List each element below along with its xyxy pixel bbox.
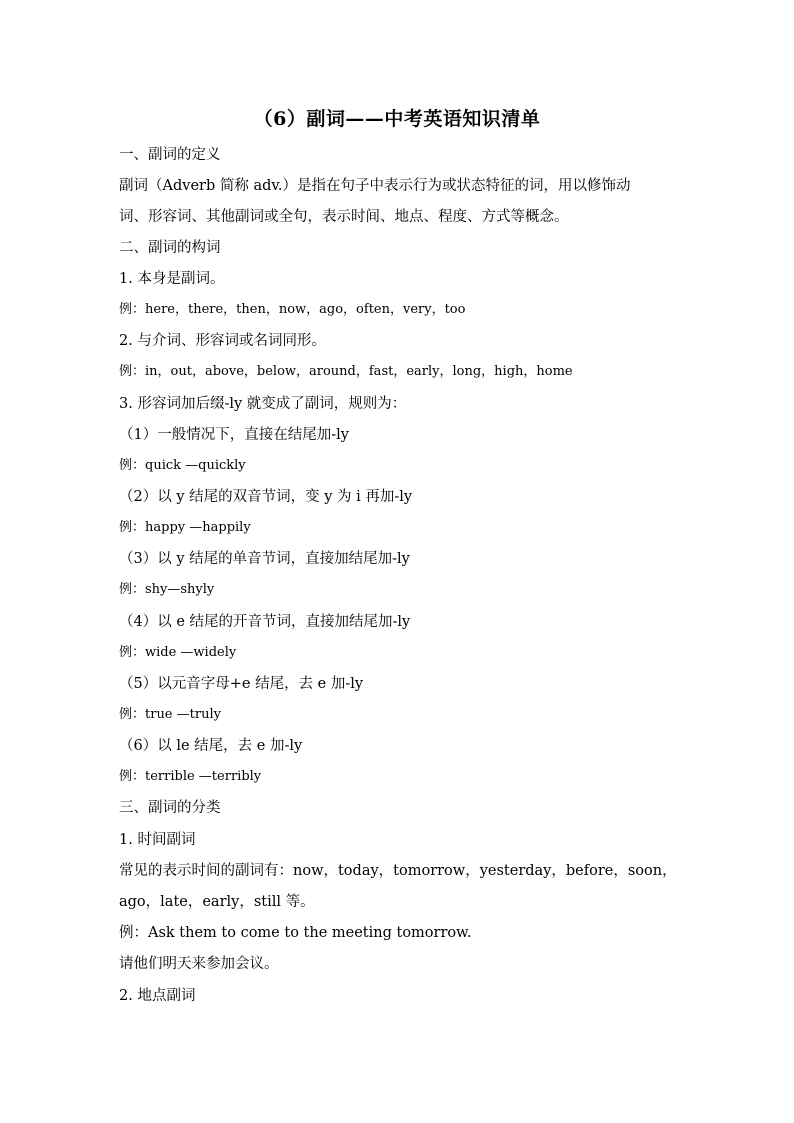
list-item-heading: 1. 时间副词 [119,832,196,848]
rule-line: （4）以 e 结尾的开音节词，直接加结尾加-ly [119,614,411,630]
rule-line: （5）以元音字母+e 结尾，去 e 加-ly [119,676,364,692]
list-item-heading: 3. 形容词加后缀-ly 就变成了副词，规则为： [119,396,407,412]
example-line: 例：wide —widely [119,645,237,660]
example-line: 例：true —truly [119,707,221,722]
list-item-heading: 2. 地点副词 [119,988,196,1004]
example-line: 例：here，there，then，now，ago，often，very，too [119,302,466,317]
rule-line: （1）一般情况下，直接在结尾加-ly [119,427,349,443]
example-line: 例：Ask them to come to the meeting tomorrow. [119,925,472,941]
document-title: （6）副词——中考英语知识清单 [253,108,541,130]
example-line: 例：happy —happily [119,520,251,535]
paragraph-line: 词、形容词、其他副词或全句，表示时间、地点、程度、方式等概念。 [119,209,569,225]
translation-line: 请他们明天来参加会议。 [119,956,279,972]
rule-line: （3）以 y 结尾的单音节词，直接加结尾加-ly [119,551,410,567]
example-line: 例：terrible —terribly [119,769,262,784]
example-line: 例：shy—shyly [119,582,215,597]
section-heading: 三、副词的分类 [119,800,221,816]
example-line: 例：quick —quickly [119,458,246,473]
paragraph-line: 副词（Adverb 简称 adv.）是指在句子中表示行为或状态特征的词，用以修饰动 [119,178,631,194]
paragraph-line: ago，late，early，still 等。 [119,894,315,910]
list-item-heading: 2. 与介词、形容词或名词同形。 [119,333,326,349]
rule-line: （2）以 y 结尾的双音节词，变 y 为 i 再加-ly [119,489,413,505]
section-heading: 二、副词的构词 [119,240,221,256]
example-line: 例：in，out，above，below，around，fast，early，long，high，home [119,364,573,379]
paragraph-line: 常见的表示时间的副词有：now，today，tomorrow，yesterday，before，soon， [119,863,677,879]
section-heading: 一、副词的定义 [119,147,221,163]
rule-line: （6）以 le 结尾，去 e 加-ly [119,738,303,754]
list-item-heading: 1. 本身是副词。 [119,271,225,287]
